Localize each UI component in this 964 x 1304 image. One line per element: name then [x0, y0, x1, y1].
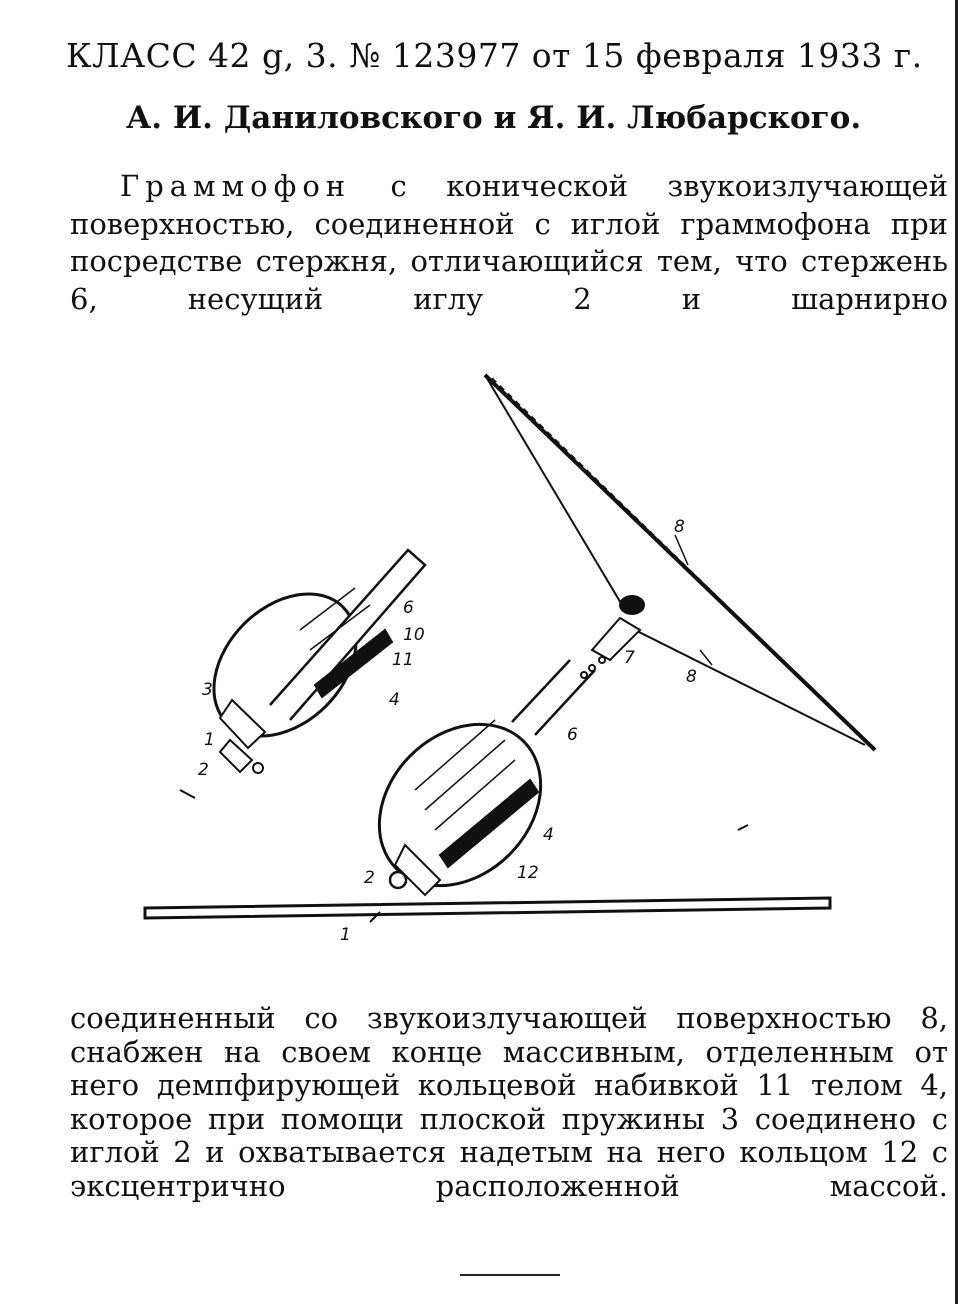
gramophone-drawing: [140, 360, 900, 960]
rod-lower: [512, 660, 595, 735]
lower-weight: [347, 692, 573, 918]
cone-line-a: [485, 375, 625, 610]
label-6b: 6: [567, 725, 578, 745]
label-6: 6: [403, 598, 414, 618]
label-1b: 1: [340, 925, 351, 945]
label-8a: 8: [674, 517, 685, 537]
label-8b: 8: [686, 667, 697, 687]
claim-paragraph-2: соединенный со звукоизлучающей поверхностью 8, снабжен на своем конце массивным, отделенным от него демпфирующей кольцевой набивкой 11 телом 4, которое при помощи плоской пружины 3 соединено с иглой 2 и охватывается надетым на него кольцом 12 с эксцентрично расположенной массой.: [70, 1001, 948, 1203]
label-4b: 4: [543, 825, 554, 845]
authors-line: А. И. Даниловского и Я. И. Любарского.: [126, 100, 862, 136]
label-2: 2: [198, 760, 209, 780]
claim-text-1: с конической звукоизлучающей поверхностью, соединенной с иглой граммофона при посредстве стержня, отличающийся тем, что стержень 6, несущий иглу 2 и шарнирно: [70, 169, 948, 316]
patent-header: КЛАСС 42 g, 3. № 123977 от 15 февраля 1933 г.: [66, 36, 923, 75]
label-12: 12: [517, 863, 539, 883]
page-edge-rule: [955, 0, 958, 1304]
label-7: 7: [624, 648, 635, 668]
label-3: 3: [202, 680, 213, 700]
label-11: 11: [392, 650, 414, 670]
record-surface: [145, 898, 830, 918]
end-rule: [460, 1274, 560, 1276]
label-1: 1: [204, 730, 215, 750]
label-2b: 2: [364, 868, 375, 888]
label-4: 4: [389, 690, 400, 710]
claim-paragraph-1: [70, 168, 948, 318]
claim-first-word: Граммофон: [120, 169, 352, 203]
label-10: 10: [403, 625, 425, 645]
cone-line-b: [625, 625, 865, 745]
